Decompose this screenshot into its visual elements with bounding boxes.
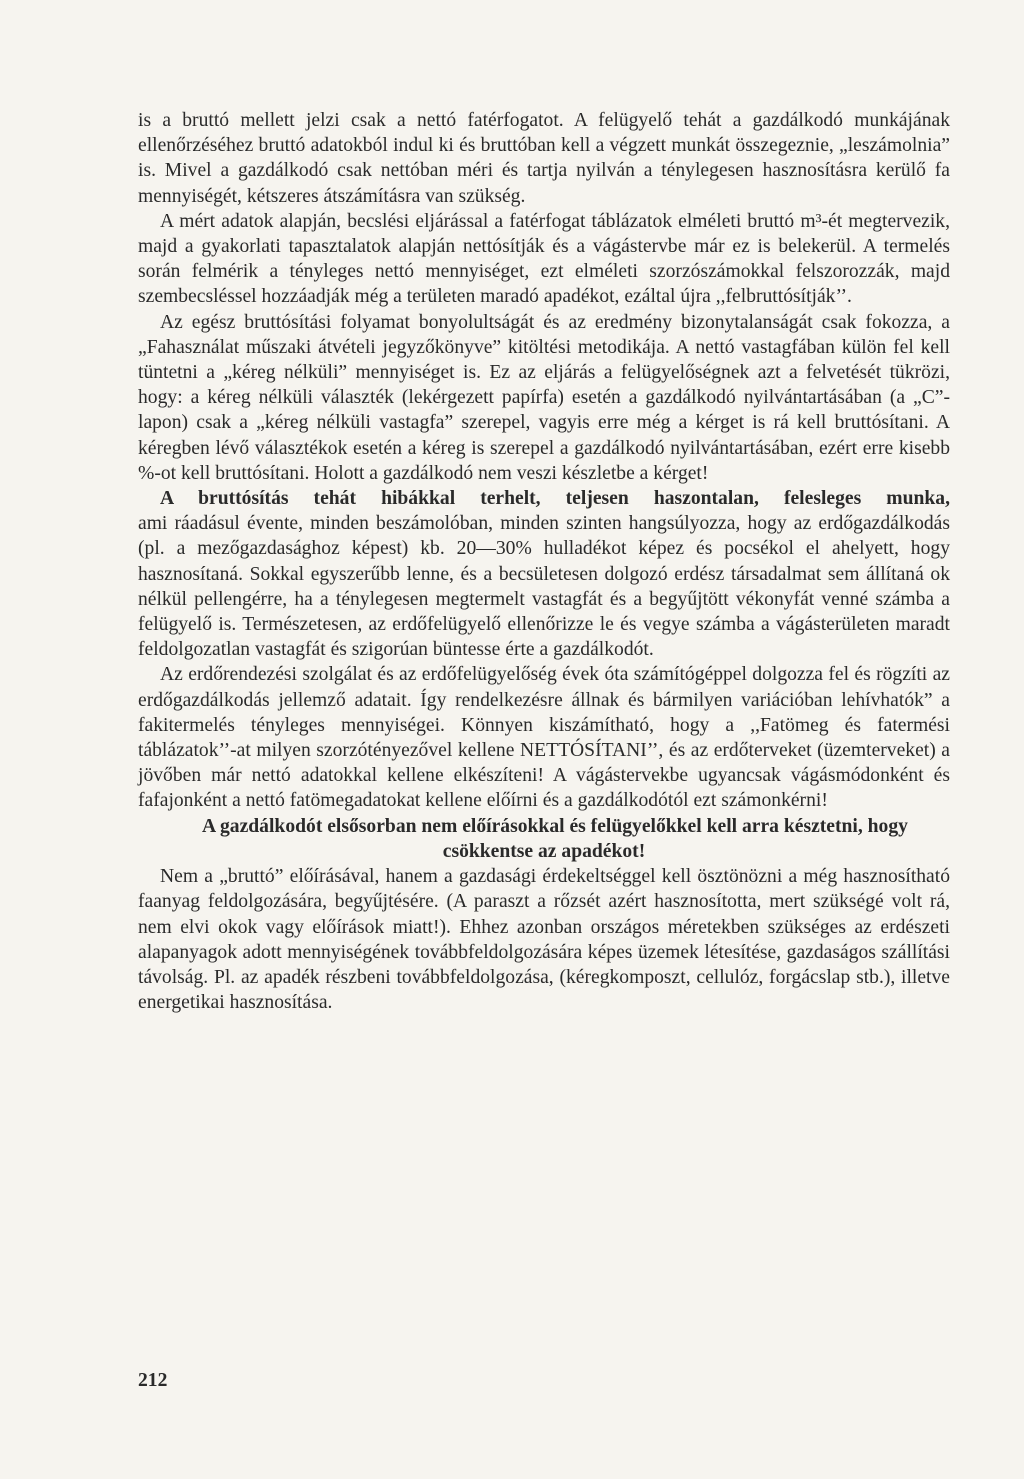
body-text	[138, 108, 950, 1015]
paragraph-5: Az erdőrendezési szolgálat és az erdőfelügyelőség évek óta számítógéppel dolgozza fel és rögzíti az erdőgazdálkodás jellemző adatait. Így rendelkezésre állnak és bármilyen variációban lehívhatók” a fakitermelés tényleges mennyiségei. Könnyen kiszámítható, hogy a ,,Fatömeg és fatermési táblázatok’’-at milyen szorzótényezővel kellene NETTÓSÍTANI’’, és az erdőterveket (üzemterveket) a jövőben már nettó adatokkal kellene elkészíteni! A vágástervekbe ugyancsak vágásmódonként és fafajonként a nettó fatömegadatokat kellene előírni és a gazdálkodótól ezt számonkérni!	[138, 664, 950, 812]
section-heading-1: A bruttósítás tehát hibákkal terhelt, teljesen haszontalan, felesleges munka,	[160, 488, 950, 510]
paragraph-3: Az egész bruttósítási folyamat bonyolultságát és az eredmény bizonytalanságát csak fokozza, a „Fahasználat műszaki átvételi jegyzőkönyve” kitöltési metodikája. A nettó vastagfában külön fel kell tüntetni a „kéreg nélküli” mennyiséget is. Ez az eljárás a felügyelőségnek azt a felvetését tükrözi, hogy: a kéreg nélküli választék (lekérgezett papírfa) esetén a gazdálkodó nyilvántartásában (a „C”-lapon) csak a „kéreg nélküli vastagfa” szerepel, vagyis erre még a kérget is rá kell bruttósítani. A kéregben lévő választékok esetén a kéreg is szerepel a gazdálkodó nyilvántartásában, ezért erre kisebb %-ot kell bruttósítani. Holott a gazdálkodó nem veszi készletbe a kérget!	[138, 311, 950, 484]
page-number: 212	[138, 1370, 168, 1391]
paragraph-1: is a bruttó mellett jelzi csak a nettó fatérfogatot. A felügyelő tehát a gazdálkodó munkájának ellenőrzéséhez bruttó adatokból indul ki és bruttóban kell a végzett munkát összegeznie, „leszámolnia” is. Mivel a gazdálkodó csak nettóban méri és tartja nyilván a ténylegesen hasznosításra kerülő fa mennyiségét, kétszeres átszámításra van szükség.	[138, 110, 950, 207]
paragraph-4: ami ráadásul évente, minden beszámolóban, minden szinten hangsúlyozza, hogy az erdőgazdálkodás (pl. a mezőgazdasághoz képest) kb. 20—30% hulladékot képez és pocsékol el ahelyett, hogy hasznosítaná. Sokkal egyszerűbb lenne, és a becsületesen dolgozó erdész társadalmat sem állítaná ok nélkül pellengérre, ha a ténylegesen megtermelt vastagfát és a begyűjtött vékonyfát venné számba a felügyelő is. Természetesen, az erdőfelügyelő ellenőrizze le és vegye számba a vágásterületen maradt feldolgozatlan vastagfát és szigorúan büntesse érte a gazdálkodót.	[138, 513, 950, 661]
paragraph-2: A mért adatok alapján, becslési eljárással a fatérfogat táblázatok elméleti bruttó m³-ét megtervezik, majd a gyakorlati tapasztalatok alapján nettósítják és a vágástervbe már ez is belekerül. A termelés során felmérik a tényleges nettó mennyiséget, ezt elméleti szorzószámokkal felszorozzák, majd szembecsléssel hozzáadják még a területen maradó apadékot, ezáltal újra ,,felbruttósítják’’.	[138, 210, 950, 308]
section-heading-2: A gazdálkodót elsősorban nem előírásokkal és felügyelőkkel kell arra késztetni, hogy csökkentse az apadékot!	[202, 815, 908, 862]
paragraph-6: Nem a „bruttó” előírásával, hanem a gazdasági érdekeltséggel kell ösztönözni a még hasznosítható faanyag feldolgozására, begyűjtésére. (A paraszt a rőzsét azért hasznosította, mert szükségé volt rá, nem elvi okok vagy előírások miatt!). Ehhez azonban országos méretekben szükséges az erdészeti alapanyagok adott mennyiségének továbbfeldolgozására képes üzemek létesítése, gazdaságos szállítási távolság. Pl. az apadék részbeni továbbfeldolgozása, (kéregkomposzt, cellulóz, forgácslap stb.), illetve energetikai hasznosítása.	[138, 866, 950, 1014]
